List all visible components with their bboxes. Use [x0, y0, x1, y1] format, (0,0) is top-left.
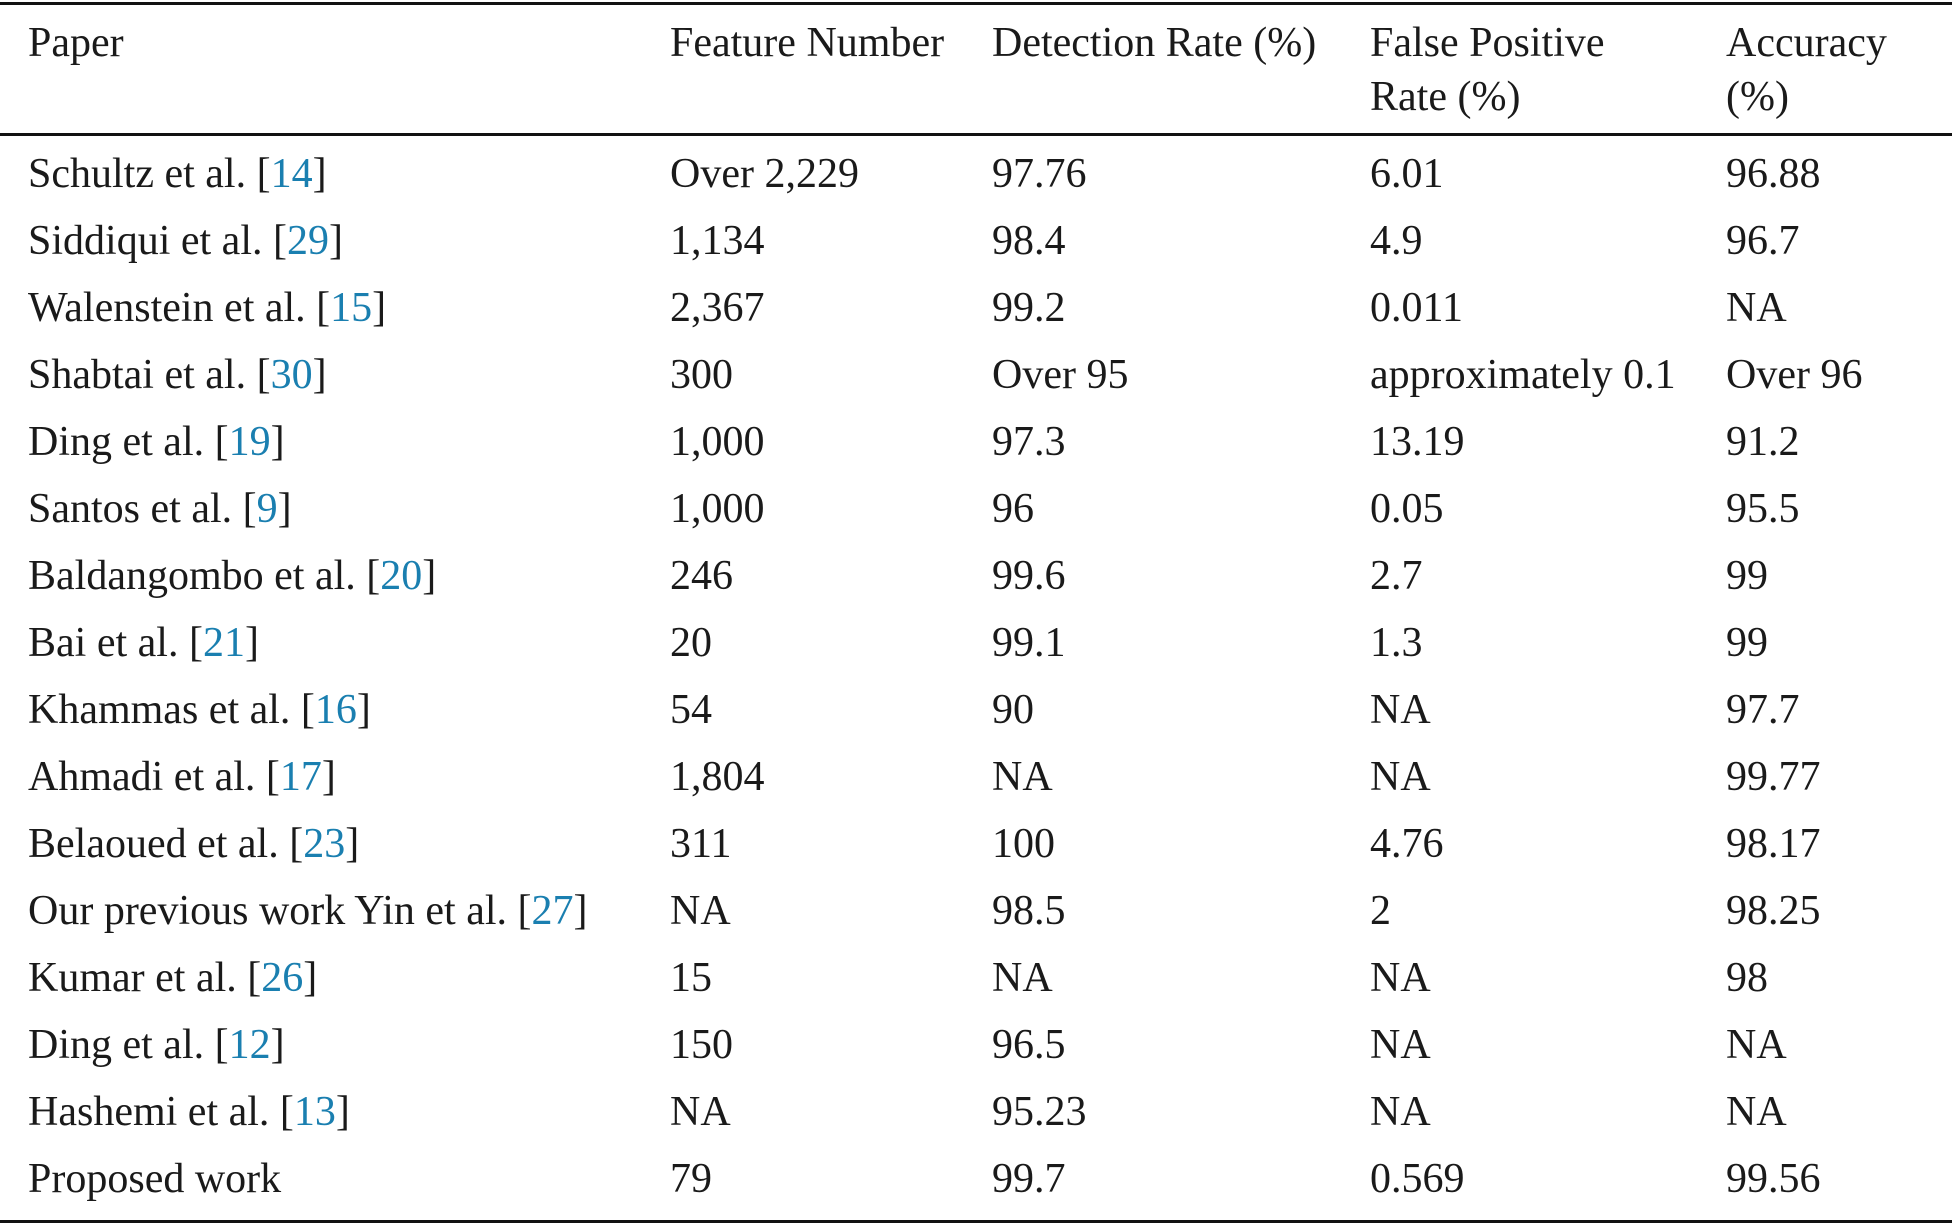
- cell-feature-number: 1,000: [670, 419, 765, 465]
- cell-accuracy: Over 96: [1726, 352, 1863, 398]
- cell-false-positive-rate: 0.011: [1370, 285, 1463, 331]
- cell-accuracy: 99.56: [1726, 1156, 1821, 1202]
- cell-detection-rate: Over 95: [992, 352, 1129, 398]
- cell-feature-number: 1,134: [670, 218, 765, 264]
- paper-name: Ding et al. [: [28, 1022, 229, 1068]
- reference-close-bracket: ]: [328, 218, 343, 264]
- cell-accuracy: 96.7: [1726, 218, 1800, 264]
- cell-feature-number: 311: [670, 821, 732, 867]
- cell-detection-rate: NA: [992, 955, 1053, 1001]
- cell-false-positive-rate: 0.05: [1370, 486, 1444, 532]
- cell-detection-rate: 95.23: [992, 1089, 1087, 1135]
- reference-close-bracket: ]: [335, 1089, 350, 1135]
- cell-false-positive-rate: 1.3: [1370, 620, 1423, 666]
- reference-close-bracket: ]: [356, 687, 371, 733]
- cell-feature-number: Over 2,229: [670, 151, 859, 197]
- reference-link[interactable]: 26: [261, 955, 304, 1001]
- cell-paper: [28, 481, 292, 537]
- table-row: [0, 749, 1952, 816]
- reference-close-bracket: ]: [277, 486, 292, 532]
- paper-name: Belaoued et al. [: [28, 821, 304, 867]
- cell-false-positive-rate: 2.7: [1370, 553, 1423, 599]
- cell-feature-number: NA: [670, 888, 731, 934]
- paper-name: Khammas et al. [: [28, 687, 315, 733]
- cell-paper: [28, 615, 259, 671]
- cell-detection-rate: 98.5: [992, 888, 1066, 934]
- table-row: [0, 347, 1952, 414]
- cell-paper: [28, 883, 588, 939]
- reference-link[interactable]: 14: [270, 151, 313, 197]
- table-header: [0, 16, 1952, 126]
- cell-accuracy: 96.88: [1726, 151, 1821, 197]
- header-feature-number: Feature Number: [670, 20, 945, 66]
- cell-accuracy: NA: [1726, 285, 1787, 331]
- cell-feature-number: 150: [670, 1022, 733, 1068]
- paper-name: Siddiqui et al. [: [28, 218, 287, 264]
- reference-close-bracket: ]: [270, 419, 285, 465]
- paper-name: Walenstein et al. [: [28, 285, 331, 331]
- reference-link[interactable]: 29: [286, 218, 329, 264]
- cell-detection-rate: 97.76: [992, 151, 1087, 197]
- cell-false-positive-rate: 13.19: [1370, 419, 1465, 465]
- header-paper: Paper: [28, 20, 124, 66]
- table-row: [0, 548, 1952, 615]
- cell-paper: [28, 213, 343, 269]
- paper-name: Shabtai et al. [: [28, 352, 271, 398]
- reference-close-bracket: ]: [312, 352, 327, 398]
- table-row: [0, 950, 1952, 1017]
- paper-name: Bai et al. [: [28, 620, 203, 666]
- cell-detection-rate: 96.5: [992, 1022, 1066, 1068]
- cell-feature-number: 15: [670, 955, 712, 1001]
- cell-paper: [28, 347, 327, 403]
- reference-link[interactable]: 23: [303, 821, 346, 867]
- cell-feature-number: 300: [670, 352, 733, 398]
- table-bottom-rule: [0, 1220, 1952, 1223]
- cell-accuracy: 91.2: [1726, 419, 1800, 465]
- table-row: [0, 280, 1952, 347]
- table-row: [0, 414, 1952, 481]
- cell-paper: [28, 1084, 350, 1140]
- cell-paper: [28, 1151, 281, 1207]
- cell-accuracy: NA: [1726, 1089, 1787, 1135]
- cell-accuracy: 99: [1726, 553, 1768, 599]
- cell-detection-rate: 99.1: [992, 620, 1066, 666]
- cell-accuracy: 95.5: [1726, 486, 1800, 532]
- reference-close-bracket: ]: [303, 955, 318, 1001]
- cell-paper: [28, 280, 386, 336]
- cell-false-positive-rate: 6.01: [1370, 151, 1444, 197]
- paper-name: Ahmadi et al. [: [28, 754, 280, 800]
- cell-detection-rate: 97.3: [992, 419, 1066, 465]
- paper-name: Baldangombo et al. [: [28, 553, 381, 599]
- table-row: [0, 816, 1952, 883]
- cell-paper: [28, 548, 436, 604]
- table-row: [0, 682, 1952, 749]
- cell-accuracy: 98.25: [1726, 888, 1821, 934]
- reference-link[interactable]: 20: [380, 553, 423, 599]
- reference-link[interactable]: 13: [293, 1089, 336, 1135]
- cell-detection-rate: 99.2: [992, 285, 1066, 331]
- cell-false-positive-rate: NA: [1370, 1022, 1431, 1068]
- reference-link[interactable]: 19: [228, 419, 271, 465]
- cell-feature-number: 1,000: [670, 486, 765, 532]
- cell-paper: [28, 950, 317, 1006]
- reference-close-bracket: ]: [345, 821, 360, 867]
- cell-feature-number: 54: [670, 687, 712, 733]
- cell-detection-rate: NA: [992, 754, 1053, 800]
- cell-accuracy: 99: [1726, 620, 1768, 666]
- cell-paper: [28, 146, 327, 202]
- paper-name: Our previous work Yin et al. [: [28, 888, 532, 934]
- cell-detection-rate: 90: [992, 687, 1034, 733]
- reference-link[interactable]: 27: [531, 888, 574, 934]
- reference-link[interactable]: 15: [330, 285, 373, 331]
- cell-accuracy: NA: [1726, 1022, 1787, 1068]
- cell-detection-rate: 96: [992, 486, 1034, 532]
- cell-accuracy: 97.7: [1726, 687, 1800, 733]
- cell-false-positive-rate: NA: [1370, 687, 1431, 733]
- reference-close-bracket: ]: [422, 553, 437, 599]
- cell-false-positive-rate: approximately 0.1: [1370, 352, 1676, 398]
- cell-feature-number: 1,804: [670, 754, 765, 800]
- paper-name: Kumar et al. [: [28, 955, 262, 1001]
- table-row: [0, 481, 1952, 548]
- cell-paper: [28, 816, 359, 872]
- table-row: [0, 1084, 1952, 1151]
- paper-name: Santos et al. [: [28, 486, 257, 532]
- header-accuracy: Accuracy (%): [1726, 20, 1887, 120]
- cell-paper: [28, 749, 336, 805]
- reference-link[interactable]: 9: [256, 486, 278, 532]
- header-false-positive-rate: False Positive Rate (%): [1370, 20, 1605, 120]
- cell-false-positive-rate: NA: [1370, 955, 1431, 1001]
- cell-accuracy: 98: [1726, 955, 1768, 1001]
- reference-link[interactable]: 16: [314, 687, 357, 733]
- cell-detection-rate: 98.4: [992, 218, 1066, 264]
- cell-false-positive-rate: NA: [1370, 754, 1431, 800]
- cell-paper: [28, 414, 285, 470]
- paper-name: Proposed work: [28, 1156, 282, 1202]
- table-row: [0, 1151, 1952, 1218]
- reference-close-bracket: ]: [244, 620, 259, 666]
- table-row: [0, 213, 1952, 280]
- reference-close-bracket: ]: [372, 285, 387, 331]
- cell-false-positive-rate: 0.569: [1370, 1156, 1465, 1202]
- table-row: [0, 883, 1952, 950]
- cell-detection-rate: 100: [992, 821, 1055, 867]
- table-row: [0, 1017, 1952, 1084]
- reference-link[interactable]: 17: [279, 754, 322, 800]
- cell-feature-number: 246: [670, 553, 733, 599]
- reference-link[interactable]: 12: [228, 1022, 271, 1068]
- reference-close-bracket: ]: [321, 754, 336, 800]
- cell-accuracy: 98.17: [1726, 821, 1821, 867]
- table-header-rule: [0, 133, 1952, 136]
- cell-feature-number: 2,367: [670, 285, 765, 331]
- table-top-rule: [0, 2, 1952, 5]
- cell-accuracy: 99.77: [1726, 754, 1821, 800]
- paper-name: Ding et al. [: [28, 419, 229, 465]
- paper-name: Schultz et al. [: [28, 151, 271, 197]
- cell-false-positive-rate: 2: [1370, 888, 1391, 934]
- reference-close-bracket: ]: [270, 1022, 285, 1068]
- reference-link[interactable]: 21: [202, 620, 245, 666]
- table-row: [0, 615, 1952, 682]
- cell-feature-number: NA: [670, 1089, 731, 1135]
- cell-false-positive-rate: 4.76: [1370, 821, 1444, 867]
- table-body: [0, 146, 1952, 1218]
- cell-false-positive-rate: NA: [1370, 1089, 1431, 1135]
- cell-detection-rate: 99.6: [992, 553, 1066, 599]
- cell-false-positive-rate: 4.9: [1370, 218, 1423, 264]
- reference-link[interactable]: 30: [270, 352, 313, 398]
- cell-detection-rate: 99.7: [992, 1156, 1066, 1202]
- table-row: [0, 146, 1952, 213]
- reference-close-bracket: ]: [312, 151, 327, 197]
- cell-paper: [28, 682, 371, 738]
- cell-feature-number: 79: [670, 1156, 712, 1202]
- cell-feature-number: 20: [670, 620, 712, 666]
- reference-close-bracket: ]: [573, 888, 588, 934]
- cell-paper: [28, 1017, 285, 1073]
- paper-name: Hashemi et al. [: [28, 1089, 294, 1135]
- header-detection-rate: Detection Rate (%): [992, 20, 1317, 66]
